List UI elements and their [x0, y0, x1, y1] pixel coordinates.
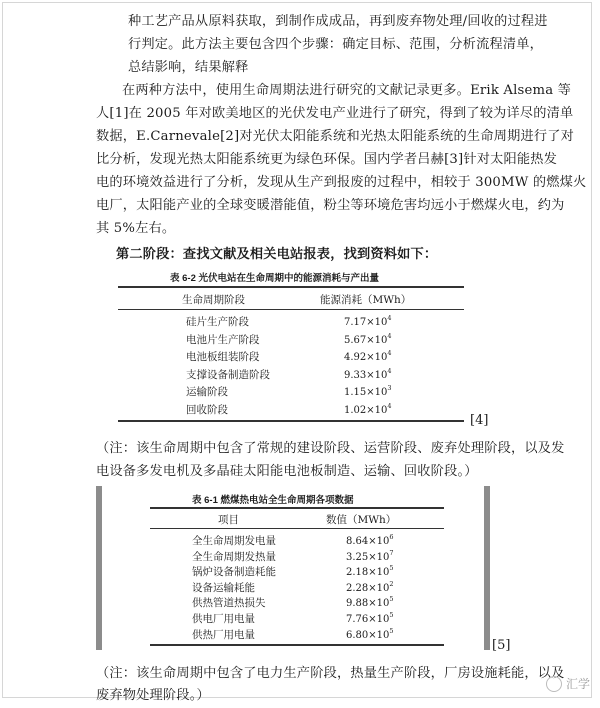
table2-bottom-rule	[150, 644, 444, 646]
value-exponent: 5	[389, 611, 394, 619]
value-mantissa: 2.28×10	[346, 582, 390, 594]
value-exponent: 3	[387, 384, 392, 392]
table2-row-value	[346, 611, 394, 625]
table2-reference: [5]	[492, 638, 511, 653]
paragraph-line: 总结影响，结果解释	[128, 60, 249, 75]
value-exponent: 4	[387, 349, 392, 357]
table2-row-label: 全生命周期发热量	[192, 550, 276, 563]
value-mantissa: 1.02×10	[344, 404, 388, 416]
value-mantissa: 6.80×10	[346, 629, 390, 641]
table2-row-label: 锅炉设备制造耗能	[192, 566, 276, 579]
table2-row-value	[346, 627, 394, 641]
value-mantissa: 3.25×10	[346, 551, 390, 563]
value-mantissa: 9.33×10	[344, 369, 388, 381]
value-exponent: 6	[389, 533, 394, 541]
table2-row-value	[346, 564, 394, 578]
paragraph-line: 其 5%左右。	[96, 221, 176, 236]
paragraph-line: 电的环境效益进行了分析，发现从生产到报废的过程中，相较于 300MW 的燃煤火	[96, 175, 587, 190]
table1-row-value	[344, 349, 392, 363]
table1-caption: 表 6-2 光伏电站在生命周期中的能源消耗与产出量	[170, 273, 380, 284]
table1-row-value	[344, 332, 392, 346]
paragraph-line: 种工艺产品从原料获取，到制作成成品，再到废弃物处理/回收的过程进	[128, 14, 548, 29]
table2-row-value	[346, 595, 394, 609]
table2-header-value: 数值（MWh）	[326, 514, 397, 526]
table1-header-rule	[118, 309, 464, 310]
table2-row-value	[346, 533, 394, 547]
watermark	[546, 675, 590, 692]
watermark-label: 汇学	[565, 677, 590, 691]
table1-row-label: 运输阶段	[186, 386, 228, 398]
table1-row-label: 回收阶段	[186, 403, 228, 416]
stage-heading: 第二阶段：查找文献及相关电站报表，找到资料如下：	[116, 247, 438, 262]
paragraph-line: 行判定。此方法主要包含四个步骤：确定目标、范围，分析流程清单，	[128, 37, 544, 52]
value-mantissa: 5.67×10	[344, 334, 388, 346]
value-exponent: 4	[387, 366, 392, 375]
table2-row-label: 全生命周期发电量	[192, 535, 276, 547]
scan-border-left	[96, 486, 102, 650]
table2-row-value	[346, 580, 394, 594]
paragraph-line: 在两种方法中，使用生命周期法进行研究的文献记录更多。Erik Alsema 等	[122, 83, 572, 98]
value-exponent: 5	[389, 626, 394, 635]
table1-row-value	[344, 402, 392, 416]
value-mantissa: 2.18×10	[346, 567, 390, 579]
table2-row-label: 供热管道热损失	[192, 597, 266, 610]
note1-line: （注：该生命周期中包含了常规的建设阶段、运营阶段、废弃处理阶段，以及发	[96, 441, 565, 456]
table1-header-stage: 生命周期阶段	[182, 294, 245, 306]
table1-row-label: 支撑设备制造阶段	[186, 368, 270, 381]
paragraph-line: 数据，E.Carnevale[2]对光伏太阳能系统和光热太阳能系统的生命周期进行了对	[96, 129, 575, 144]
table2-header-item: 项目	[218, 514, 239, 526]
table1-row-label: 硅片生产阶段	[186, 316, 249, 328]
value-mantissa: 7.76×10	[346, 614, 390, 625]
value-mantissa: 8.64×10	[346, 536, 390, 547]
table1-row-value	[344, 314, 392, 328]
table2-row-label: 供热厂用电量	[192, 628, 255, 641]
table2-row-value	[346, 549, 394, 563]
table2-top-rule	[150, 507, 444, 509]
value-exponent: 5	[389, 595, 394, 604]
value-exponent: 4	[387, 331, 392, 340]
value-exponent: 2	[389, 579, 394, 588]
wechat-icon	[546, 676, 562, 692]
table1-top-rule	[118, 286, 464, 288]
table2-header-rule	[150, 528, 444, 529]
value-mantissa: 1.15×10	[344, 387, 388, 398]
note2-line: 废弃物处理阶段。）	[96, 688, 210, 703]
paragraph-line: 比分析，发现光热太阳能系统更为绿色环保。国内学者吕赫[3]针对太阳能热发	[96, 152, 558, 167]
table1-bottom-rule	[118, 420, 464, 422]
value-exponent: 4	[387, 314, 392, 322]
note2-line: （注：该生命周期中包含了电力生产阶段，热量生产阶段，厂房设施耗能，以及	[96, 666, 565, 681]
value-exponent: 4	[387, 401, 392, 410]
value-exponent: 5	[389, 564, 394, 573]
note1-line: 电设备多发电机及多晶硅太阳能电池板制造、运输、回收阶段。）	[96, 464, 478, 479]
table1-row-label: 电池板组装阶段	[186, 351, 260, 363]
paragraph-line: 电厂，太阳能产业的全球变暖潜能值，粉尘等环境危害均远小于燃煤火电，约为	[96, 198, 565, 213]
value-mantissa: 7.17×10	[344, 317, 388, 328]
table1-row-value	[344, 367, 392, 381]
table1-row-label: 电池片生产阶段	[186, 333, 260, 346]
scan-border-right	[484, 486, 490, 650]
paragraph-line: 人[1]在 2005 年对欧美地区的光伏发电产业进行了研究，得到了较为详尽的清单	[96, 106, 574, 121]
table2-row-label: 设备运输耗能	[192, 581, 255, 594]
table2-caption: 表 6-1 燃煤热电站全生命周期各项数据	[192, 495, 354, 506]
value-mantissa: 4.92×10	[344, 352, 388, 363]
value-mantissa: 9.88×10	[346, 598, 390, 610]
table2-row-label: 供电厂用电量	[192, 613, 255, 625]
table1-header-energy: 能源消耗（MWh）	[320, 294, 412, 306]
table1-row-value	[344, 384, 392, 398]
value-exponent: 7	[389, 548, 394, 557]
table1-reference: [4]	[470, 413, 489, 428]
